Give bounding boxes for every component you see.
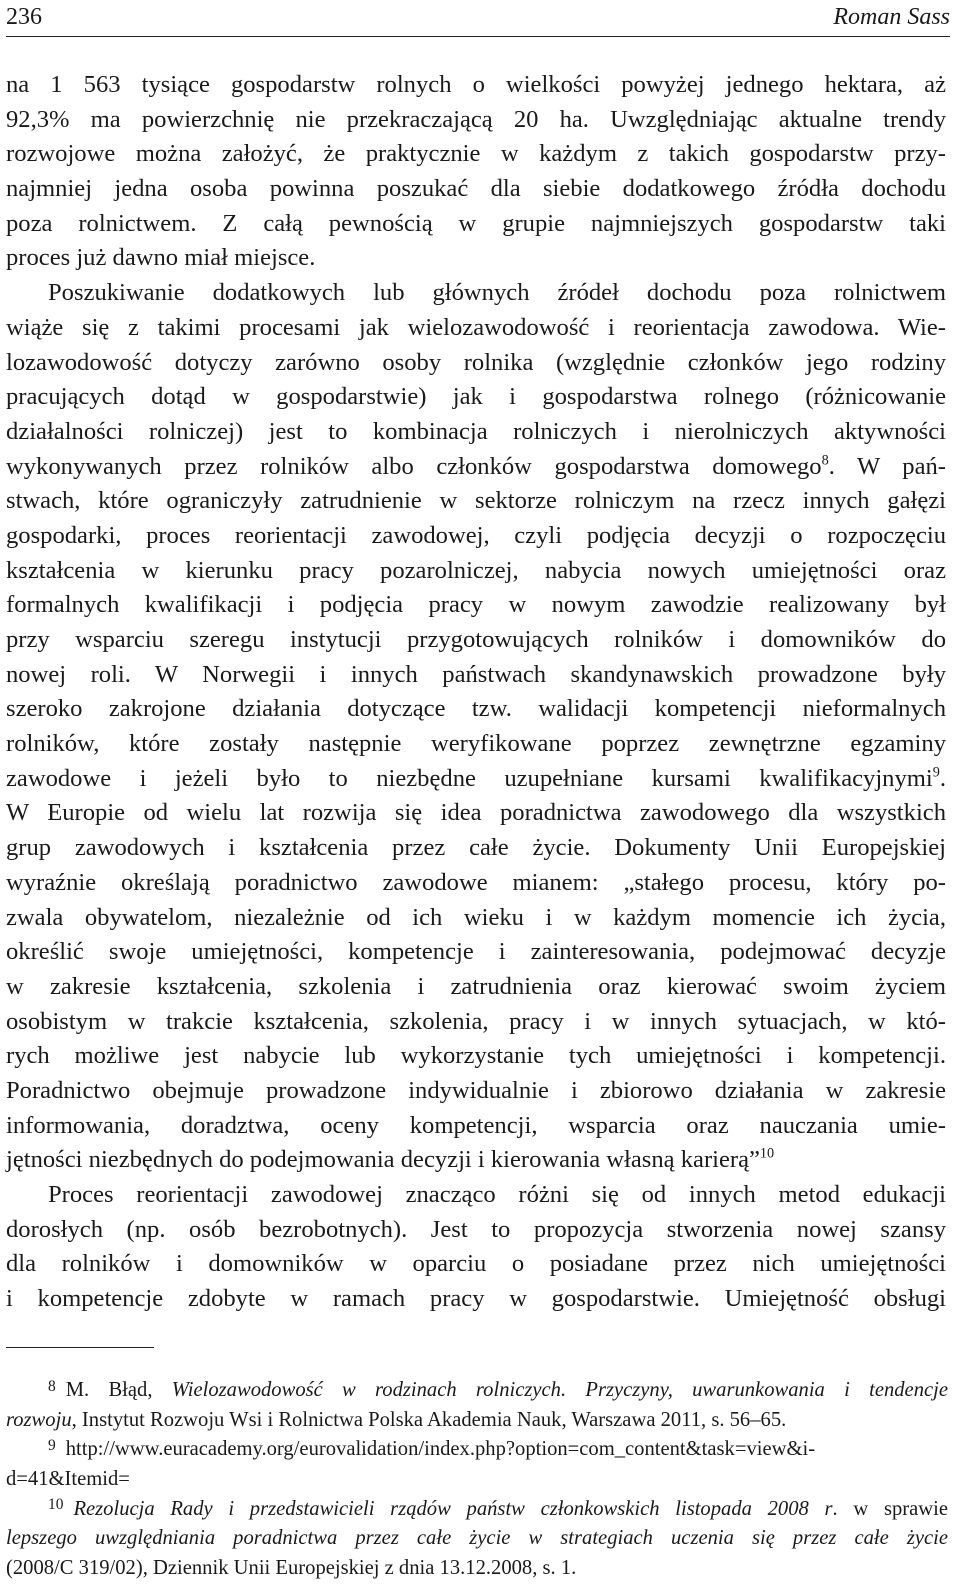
text-fragment: . W pań- [828, 452, 946, 480]
footnote-title: rozwoju [6, 1408, 72, 1431]
text-line: dorosłych (np. osób bezrobotnych). Jest to propozycja stworzenia nowej szansy [6, 1215, 946, 1243]
text-line-with-ref [6, 762, 946, 797]
text-line: na 1 563 tysiące gospodarstw rolnych o wielkości powyżej jednego hektara, aż [6, 71, 946, 98]
text-line: osobistym w trakcie kształcenia, szkolenia, pracy i w innych sytuacjach, w któ- [6, 1007, 946, 1035]
footnote-9-cont [6, 1465, 948, 1495]
footnote-10-cont: (2008/C 319/02), Dziennik Unii Europejskiej z dnia 13.12.2008, s. 1. [6, 1557, 577, 1580]
footnote-author: M. Błąd, [65, 1379, 172, 1401]
text-line: gospodarki, proces reorientacji zawodowej, czyli podjęcia decyzji o rozpoczęciu [6, 521, 946, 549]
footnote-mark: 8 [48, 1377, 56, 1395]
footnote-8-cont [6, 1406, 948, 1436]
text-line: formalnych kwalifikacji i podjęcia pracy w nowym zawodzie realizowany był [6, 591, 946, 619]
text-line: szeroko zakrojone działania dotyczące tzw. walidacji kompetencji nieformalnych [6, 695, 946, 723]
text-line: W Europie od wielu lat rozwija się idea poradnictwa zawodowego dla wszystkich [6, 799, 946, 827]
text-fragment: jętności niezbędnych do podejmowania decyzji i kierowania własną karierą” [6, 1146, 760, 1174]
text-line: rolników, które zostały następnie weryfikowane poprzez zewnętrzne egzaminy [6, 730, 946, 758]
text-line: proces już dawno miał miejsce. [6, 244, 316, 272]
footnote-ref-10[interactable]: 10 [759, 1146, 775, 1163]
footnote-mark: 10 [48, 1496, 64, 1514]
footnote-divider [6, 1347, 154, 1348]
text-line: wyraźnie określają poradnictwo zawodowe mianem: „stałego procesu, który po- [6, 868, 946, 896]
text-line: lozawodowość dotyczy zarówno osoby rolnika (względnie członków jego rodziny [6, 348, 946, 376]
text-line: nowej roli. W Norwegii i innych państwach skandynawskich prowadzone były [6, 660, 946, 688]
text-line: zwala obywatelom, niezależnie od ich wieku i w każdym momencie ich życia, [6, 903, 946, 931]
text-line: rych możliwe jest nabycie lub wykorzystanie tych umiejętności i kompetencji. [6, 1042, 946, 1070]
text-line: określić swoje umiejętności, kompetencje i zainteresowania, podejmować decyzje [6, 938, 946, 966]
text-line: Proces reorientacji zawodowej znacząco różni się od innych metod edukacji [48, 1181, 946, 1208]
footnote-text: . w sprawie [832, 1497, 948, 1520]
text-line-with-ref [6, 1143, 946, 1178]
footnote-url[interactable]: http://www.euracademy.org/eurovalidation/index.php?option=com_content&task=view&i- [65, 1438, 816, 1461]
text-line: informowania, doradztwa, oceny kompetencji, wsparcia oraz nauczania umie- [6, 1111, 946, 1139]
text-line: działalności rolniczej) jest to kombinacja rolniczych i nierolniczych aktywności [6, 417, 946, 445]
footnote-10-cont: lepszego uwzględniania poradnictwa przez całe życie w strategiach uczenia się przez całe życie [6, 1527, 948, 1550]
page-number: 236 [6, 4, 42, 30]
footnote-ref-9[interactable]: 9 [932, 764, 940, 781]
text-line: przy wsparciu szeregu instytucji przygotowujących rolników i domowników do [6, 626, 946, 653]
footnote-ref-8[interactable]: 8 [821, 452, 829, 469]
running-head [6, 2, 950, 37]
footnote-8 [6, 1376, 948, 1406]
text-line: kształcenia w kierunku pracy pozarolniczej, nabycia nowych umiejętności oraz [6, 556, 946, 584]
footnote-title: Wielozawodowość w rodzinach rolniczych. Przyczyny, uwarunkowania i tendencje [171, 1379, 948, 1401]
footnote-text: , Instytut Rozwoju Wsi i Rolnictwa Polska Akademia Nauk, Warszawa 2011, s. 56–65. [71, 1408, 787, 1431]
text-line: rozwojowe można założyć, że praktycznie w każdym z takich gospodarstw przy- [6, 140, 946, 168]
text-line: Poszukiwanie dodatkowych lub głównych źródeł dochodu poza rolnictwem [48, 279, 946, 307]
text-fragment: wykonywanych przez rolników albo członków gospodarstwa domowego [6, 452, 822, 480]
footnote-10 [6, 1495, 948, 1525]
text-line: stwach, które ograniczyły zatrudnienie w sektorze rolniczym na rzecz innych gałęzi [6, 487, 946, 515]
text-line: wiąże się z takimi procesami jak wielozawodowość i reorientacja zawodowa. Wie- [6, 313, 946, 341]
text-fragment: . [939, 764, 946, 792]
text-line: najmniej jedna osoba powinna poszukać dla siebie dodatkowego źródła dochodu [6, 175, 946, 203]
footnotes [6, 1376, 948, 1584]
footnote-9 [6, 1435, 948, 1465]
running-head-author: Roman Sass [833, 4, 950, 30]
footnote-mark: 9 [48, 1436, 56, 1454]
text-line: poza rolnictwem. Z całą pewnością w grupie najmniejszych gospodarstw taki [6, 209, 946, 237]
footnote-title: Rezolucja Rady i przedstawicieli rządów państw członkowskich listopada 2008 r [73, 1497, 833, 1520]
text-line-with-ref [6, 450, 946, 485]
text-line: grup zawodowych i kształcenia przez całe życie. Dokumenty Unii Europejskiej [6, 834, 946, 862]
text-line: w zakresie kształcenia, szkolenia i zatrudnienia oraz kierować swoim życiem [6, 972, 946, 1000]
footnote-url[interactable]: d=41&Itemid= [6, 1468, 130, 1491]
text-line: 92,3% ma powierzchnię nie przekraczającą 20 ha. Uwzględniając aktualne trendy [6, 105, 946, 133]
text-line: dla rolników i domowników w oparciu o posiadane przez nich umiejętności [6, 1250, 946, 1278]
body-text [6, 68, 946, 1317]
text-fragment: zawodowe i jeżeli było to niezbędne uzupełniane kursami kwalifikacyjnymi [6, 764, 933, 792]
text-line: Poradnictwo obejmuje prowadzone indywidualnie i zbiorowo działania w zakresie [6, 1076, 946, 1104]
text-line: pracujących dotąd w gospodarstwie) jak i gospodarstwa rolnego (różnicowanie [6, 383, 946, 411]
text-line: i kompetencje zdobyte w ramach pracy w gospodarstwie. Umiejętność obsługi [6, 1285, 946, 1313]
